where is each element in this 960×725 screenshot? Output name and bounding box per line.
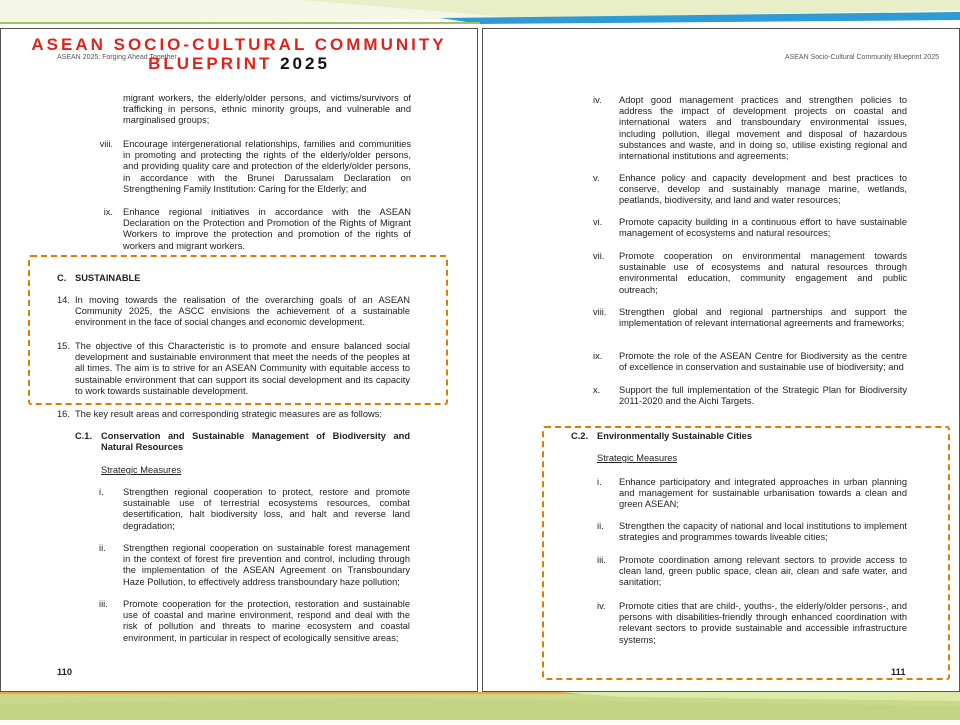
measure-item: Strengthen regional cooperation on sustainable forest management in the context of forest fire prevention and control, including through the implementation of the ASEAN Agreement on Transboundary Haze Pollution, to effectively address transboundary haze pollution;: [123, 543, 410, 587]
paragraph: The objective of this Characteristic is to promote and ensure balanced social development and sustainable environment that meet the needs of the peoples at all times. The aim is to strive for an ASEAN Community with equitable access to sustainable environment that can support its social development and its capacity to work towards sustainable development.: [75, 341, 410, 396]
paragraph: In moving towards the realisation of the overarching goals of an ASEAN Community 2025, the ASCC envisions the achievement of a sustainable environment in the face of social changes and economic development.: [75, 295, 410, 328]
paragraph: The key result areas and corresponding strategic measures are as follows:: [75, 409, 382, 419]
item-number: viii.: [99, 139, 113, 149]
item-number: x.: [593, 385, 601, 395]
measure-number: ii.: [99, 543, 106, 553]
bottom-decorative-band: [0, 692, 960, 720]
list-item: Encourage intergenerational relationships, families and communities in promoting and protecting the rights of the elderly/older persons, and providing quality care and protection of the elderly/older persons, in accordance with the Brunei Darussalam Declaration on Strengthening Family Institution: Caring for the Elderly; and: [123, 139, 411, 194]
left-running-header: ASEAN 2025: Forging Ahead Together: [57, 54, 177, 61]
list-item: Promote capacity building in a continuous effort to have sustainable management of ecosystems and natural resources;: [619, 217, 907, 239]
strategic-measures-label: Strategic Measures: [597, 453, 678, 463]
page-number: 111: [891, 667, 906, 677]
item-number: iv.: [593, 95, 602, 105]
list-item: Enhance policy and capacity development and best practices to conserve, develop and sustainably manage marine, wetlands, peatlands, biodiversity, and land and water resources;: [619, 173, 907, 206]
measure-item: Strengthen regional cooperation to protect, restore and promote sustainable use of terrestrial ecosystems resources, combat desertification, halt biodiversity loss, and halt and reverse land degradation;: [123, 487, 410, 531]
title-line-1: ASEAN SOCIO-CULTURAL COMMUNITY: [31, 35, 447, 54]
item-number: viii.: [593, 307, 607, 317]
item-number: v.: [593, 173, 600, 183]
item-number: vi.: [593, 217, 603, 227]
top-decorative-band: [0, 0, 960, 24]
title-year: 2025: [280, 54, 330, 73]
title-blueprint: BLUEPRINT: [148, 54, 273, 73]
right-running-header: ASEAN Socio-Cultural Community Blueprint 2025: [784, 54, 939, 61]
para-number: 15.: [57, 341, 70, 351]
measure-item: Enhance participatory and integrated approaches in urban planning and management for sustainable urbanisation towards a clean and green ASEAN;: [619, 477, 907, 510]
continued-text: migrant workers, the elderly/older persons, and victims/survivors of trafficking in persons, ethnic minority groups, and vulnerable and marginalised groups;: [123, 93, 411, 126]
list-item: Support the full implementation of the Strategic Plan for Biodiversity 2011-2020 and the Aichi Targets.: [619, 385, 907, 407]
subsection-title: Conservation and Sustainable Management of Biodiversity and Natural Resources: [101, 431, 410, 453]
slide-title: [0, 35, 478, 73]
para-number: 16.: [57, 409, 70, 419]
highlight-box-sustainable: [28, 255, 448, 405]
measure-item: Promote coordination among relevant sectors to provide access to clean land, green public space, clean air, clean and safe water, and sanitation;: [619, 555, 907, 588]
list-item: Promote the role of the ASEAN Centre for Biodiversity as the centre of excellence in conservation and sustainable use of biodiversity; and: [619, 351, 907, 373]
measure-item: Promote cooperation for the protection, restoration and sustainable use of coastal and marine environment, respond and deal with the risk of pollution and threats to marine ecosystem and coastal environment, in particular in respect of ecologically sensitive areas;: [123, 599, 410, 643]
measure-number: iii.: [99, 599, 108, 609]
measure-number: i.: [597, 477, 602, 487]
highlight-box-sustainable-cities: [542, 426, 950, 680]
measure-item: Promote cities that are child-, youths-, the elderly/older persons-, and persons with disabilities-friendly through enhanced coordination with relevant sectors to provide sustainable and accessible infrastructure systems;: [619, 601, 907, 645]
list-item: Strengthen global and regional partnerships and support the implementation of relevant international agreements and frameworks;: [619, 307, 907, 329]
list-item: Adopt good management practices and strengthen policies to address the impact of development projects on coastal and international waters and transboundary environmental issues, including pollution, illegal movement and disposal of hazardous substances and waste, and in doing so, utilise existing regional and international institutions and agreements;: [619, 95, 907, 162]
measure-number: ii.: [597, 521, 604, 531]
subsection-number: C.1.: [75, 431, 93, 441]
page-number: 110: [57, 667, 72, 677]
subsection-number: C.2.: [571, 431, 589, 441]
para-number: 14.: [57, 295, 70, 305]
measure-number: iii.: [597, 555, 606, 565]
measure-item: Strengthen the capacity of national and local institutions to implement strategies and programmes towards liveable cities;: [619, 521, 907, 543]
section-title: SUSTAINABLE: [75, 273, 141, 283]
subsection-title: Environmentally Sustainable Cities: [597, 431, 752, 441]
section-letter: C.: [57, 273, 67, 283]
measure-number: i.: [99, 487, 104, 497]
item-number: ix.: [103, 207, 113, 217]
strategic-measures-label: Strategic Measures: [101, 465, 182, 475]
item-number: ix.: [593, 351, 603, 361]
item-number: vii.: [593, 251, 605, 261]
measure-number: iv.: [597, 601, 606, 611]
list-item: Enhance regional initiatives in accordance with the ASEAN Declaration on the Protection and Promotion of the Rights of Migrant Workers to improve the protection and promotion of the rights of workers and migrant workers.: [123, 207, 411, 251]
list-item: Promote cooperation on environmental management towards sustainable use of ecosystems and natural resources through environmental education, community engagement and public outreach;: [619, 251, 907, 295]
